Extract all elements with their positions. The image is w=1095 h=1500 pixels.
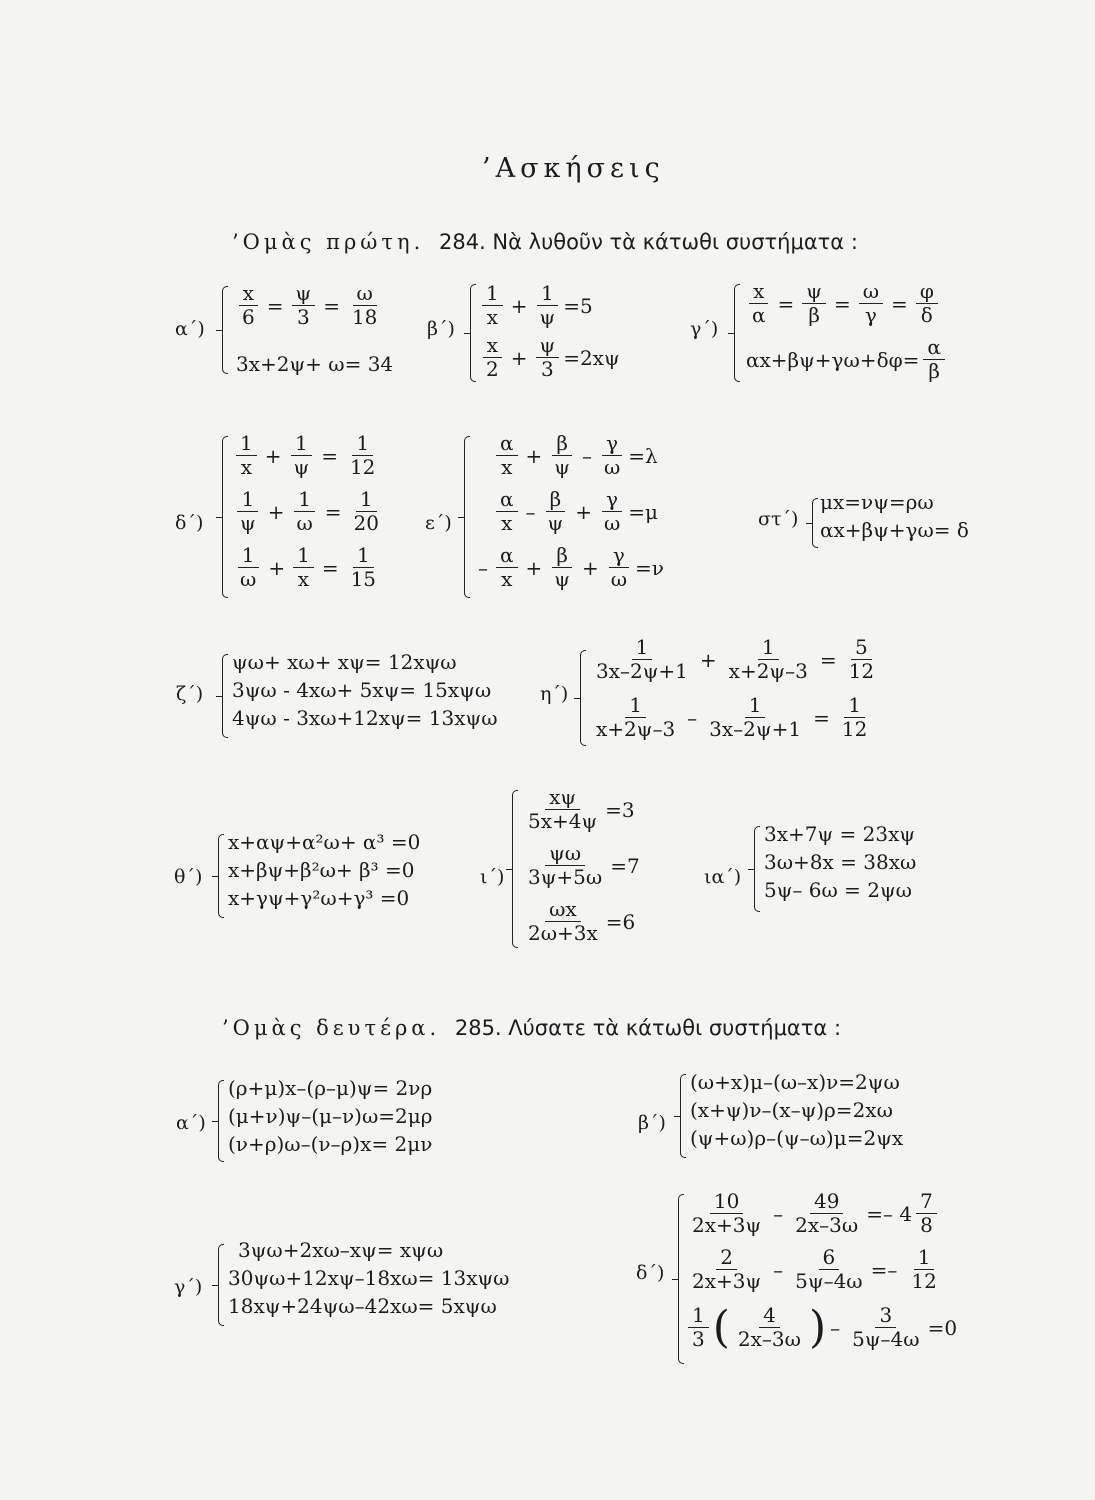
math-symbol: =: [777, 291, 795, 316]
numerator: 1: [291, 432, 312, 456]
math-symbol: +: [525, 555, 543, 580]
denominator: x+2ψ–3: [596, 717, 676, 741]
label-g2: γ΄): [174, 1276, 203, 1298]
denominator: 12: [841, 717, 868, 741]
math-symbol: –: [581, 443, 592, 468]
denominator: x+2ψ–3: [728, 659, 808, 683]
fraction: [748, 280, 770, 327]
denominator: ψ: [240, 511, 256, 535]
label-i: ι΄): [480, 866, 505, 888]
math-symbol: =: [891, 291, 908, 316]
numerator: 1: [632, 636, 653, 660]
group-1-heading: [232, 230, 858, 254]
math-symbol: =: [321, 443, 338, 468]
denominator: 3ψ+5ω: [528, 865, 603, 889]
brace: [222, 436, 228, 598]
label-b: β΄): [427, 318, 455, 340]
fraction: [859, 280, 883, 327]
equation-line-3: (ψ+ω)ρ–(ψ–ω)μ=2ψx: [690, 1126, 904, 1150]
numerator: 1: [353, 544, 374, 568]
math-symbol: =: [323, 293, 340, 318]
numerator: 1: [236, 432, 257, 456]
fraction: [482, 334, 503, 381]
equation-line-3: 4ψω - 3xω+12xψ= 13xψω: [232, 706, 498, 730]
denominator: ψ: [554, 455, 570, 479]
math-symbol: –: [830, 1315, 841, 1340]
brace: [218, 1080, 224, 1162]
equation-line-3: (ν+ρ)ω–(ν–ρ)x= 2μν: [228, 1132, 433, 1156]
denominator: 3: [296, 305, 310, 329]
math-symbol: αx+βψ+γω+δφ=: [746, 347, 920, 372]
numerator: 1: [625, 694, 646, 718]
fraction: [734, 1304, 805, 1351]
numerator: ω: [859, 280, 883, 304]
fraction: [238, 282, 259, 329]
math-symbol: +: [264, 443, 282, 468]
numerator: ψω: [545, 842, 585, 866]
numerator: 1: [356, 488, 377, 512]
fraction: [592, 694, 679, 741]
denominator: β: [928, 359, 940, 383]
math-symbol: =5: [563, 293, 593, 318]
label-e: ε΄): [425, 512, 452, 534]
numerator: γ: [609, 544, 629, 568]
fraction: [292, 488, 316, 535]
denominator: 2x+3ψ: [692, 1269, 762, 1293]
math-symbol: +: [575, 499, 592, 524]
numerator: φ: [916, 280, 938, 304]
equation-line-1: (ω+x)μ–(ω–x)ν=2ψω: [690, 1070, 900, 1094]
math-symbol: +: [268, 555, 286, 580]
numerator: α: [496, 544, 518, 568]
equation-line-2: [478, 334, 620, 381]
equation-line-1: 3ψω+2xω–xψ= xψω: [238, 1238, 444, 1262]
denominator: x: [501, 511, 513, 535]
denominator: 15: [350, 567, 377, 591]
denominator: β: [808, 303, 820, 327]
numerator: 1: [688, 1304, 709, 1328]
equation-line-1: [234, 282, 385, 329]
fraction: [592, 636, 692, 683]
numerator: ω: [353, 282, 377, 306]
fraction: [496, 544, 518, 591]
fraction: [347, 544, 380, 591]
brace: [812, 498, 818, 548]
numerator: ωx: [545, 898, 581, 922]
denominator: ψ: [547, 511, 564, 535]
math-symbol: =2xψ: [563, 345, 620, 370]
numerator: ψ: [292, 282, 316, 306]
group-1-label: ’Ομὰς πρώτη.: [232, 230, 425, 254]
denominator: 2: [486, 357, 499, 381]
fraction: [236, 488, 260, 535]
equation-line-1: [492, 432, 658, 479]
denominator: ω: [610, 567, 628, 591]
equation-line-1: [478, 282, 593, 329]
denominator: ω: [603, 455, 621, 479]
fraction: [524, 786, 601, 833]
label-a: α΄): [175, 318, 205, 340]
math-symbol: =0: [927, 1315, 958, 1340]
numerator: γ: [602, 432, 622, 456]
math-symbol: =: [813, 705, 830, 730]
denominator: γ: [864, 303, 877, 327]
numerator: β: [552, 432, 572, 456]
equation-line-2: [492, 488, 658, 535]
fraction: [348, 282, 381, 329]
equation-line-2: 3x+2ψ+ ω= 34: [236, 352, 394, 376]
math-symbol: =: [324, 499, 342, 524]
math-symbol: –: [525, 499, 536, 524]
equation-line-3: [684, 1301, 958, 1353]
fraction: [293, 544, 314, 591]
fraction: [916, 1190, 937, 1237]
equation-line-1: [232, 432, 383, 479]
equation-line-2: [684, 1246, 945, 1293]
label-z: ζ΄): [176, 683, 204, 705]
denominator: x: [486, 305, 498, 329]
brace: [580, 650, 586, 746]
denominator: x: [501, 455, 513, 479]
denominator: 5x+4ψ: [528, 809, 598, 833]
fraction: [802, 280, 826, 327]
fraction: [848, 1304, 923, 1351]
equation-line-3: 18xψ+24ψω–42xω= 5xψω: [228, 1294, 497, 1318]
math-symbol: +: [510, 345, 528, 370]
denominator: 12: [349, 455, 376, 479]
denominator: ψ: [293, 455, 310, 479]
numerator: xψ: [545, 786, 580, 810]
denominator: ψ: [539, 305, 556, 329]
denominator: 5ψ–4ω: [795, 1269, 863, 1293]
numerator: 49: [810, 1190, 843, 1214]
equation-line-1: ψω+ xω+ xψ= 12xψω: [232, 650, 457, 674]
equation-line-1: [588, 636, 882, 683]
numerator: 7: [916, 1190, 937, 1214]
equation-line-1: [520, 786, 635, 833]
brace: [222, 286, 228, 374]
math-symbol: =μ: [628, 499, 659, 524]
fraction: [496, 488, 518, 535]
math-symbol: –: [773, 1257, 784, 1282]
numerator: 3: [875, 1304, 896, 1328]
numerator: α: [496, 488, 518, 512]
fraction: [290, 432, 314, 479]
denominator: ψ: [554, 567, 570, 591]
equation-line-3: x+γψ+γ²ω+γ³ =0: [228, 886, 410, 910]
math-symbol: –: [478, 555, 488, 580]
group-1-text: 284. Νὰ λυθοῦν τὰ κάτωθι συστήματα :: [439, 230, 858, 254]
fraction: [350, 488, 383, 535]
label-g: γ΄): [690, 318, 719, 340]
label-ia: ια΄): [704, 866, 742, 888]
fraction: [346, 432, 379, 479]
numerator: β: [546, 488, 566, 512]
fraction: [550, 544, 574, 591]
equation-line-2: x+βψ+β²ω+ β³ =0: [228, 858, 415, 882]
denominator: 3x–2ψ+1: [709, 717, 802, 741]
fraction: [688, 1304, 709, 1351]
numerator: γ: [602, 488, 622, 512]
fraction: [607, 544, 631, 591]
equation-line-3: [232, 544, 384, 591]
label-d2: δ΄): [636, 1262, 665, 1284]
math-symbol: +: [510, 293, 528, 318]
numerator: 1: [238, 544, 259, 568]
numerator: 6: [819, 1246, 840, 1270]
math-symbol: ): [808, 1301, 827, 1353]
fraction: [292, 282, 316, 329]
fraction: [791, 1190, 862, 1237]
numerator: 1: [758, 636, 779, 660]
numerator: ψ: [536, 334, 560, 358]
denominator: α: [752, 303, 766, 327]
numerator: 5: [851, 636, 872, 660]
math-symbol: –: [773, 1201, 784, 1226]
equation-line-3: [474, 544, 664, 591]
equation-line-2: (μ+ν)ψ–(μ–ν)ω=2μρ: [228, 1104, 433, 1128]
denominator: 3x–2ψ+1: [596, 659, 688, 683]
fraction: [688, 1190, 765, 1237]
numerator: 4: [759, 1304, 780, 1328]
brace: [734, 284, 740, 382]
equation-line-3: [520, 898, 635, 945]
brace: [218, 834, 224, 918]
equation-line-1: [744, 280, 942, 327]
fraction: [791, 1246, 866, 1293]
label-b2: β΄): [638, 1112, 666, 1134]
fraction: [600, 488, 624, 535]
denominator: 2x+3ψ: [692, 1213, 762, 1237]
label-d: δ΄): [175, 512, 204, 534]
math-symbol: =: [833, 291, 851, 316]
fraction: [236, 432, 257, 479]
brace: [218, 1244, 224, 1326]
denominator: 3: [540, 357, 554, 381]
group-2-label: ’Ομὰς δευτέρα.: [222, 1016, 441, 1040]
math-symbol: =: [321, 555, 339, 580]
numerator: 1: [537, 282, 558, 306]
group-2-heading: [222, 1016, 841, 1040]
math-symbol: +: [267, 499, 285, 524]
numerator: 1: [294, 488, 315, 512]
fraction: [688, 1246, 765, 1293]
denominator: ω: [240, 567, 257, 591]
math-symbol: =–: [870, 1257, 898, 1282]
equation-line-3: 5ψ– 6ω = 2ψω: [764, 878, 912, 902]
denominator: 3: [692, 1327, 705, 1351]
equation-line-2: 3ψω - 4xω+ 5xψ= 15xψω: [232, 678, 492, 702]
math-symbol: =– 4: [866, 1201, 913, 1226]
denominator: x: [240, 455, 252, 479]
equation-line-1: (ρ+μ)x–(ρ–μ)ψ= 2νρ: [228, 1076, 433, 1100]
equation-line-2: [588, 694, 875, 741]
math-symbol: –: [687, 705, 698, 730]
denominator: 5ψ–4ω: [852, 1327, 920, 1351]
equation-line-1: 3x+7ψ = 23xψ: [764, 822, 916, 846]
numerator: 1: [914, 1246, 935, 1270]
numerator: α: [496, 432, 518, 456]
denominator: 2x–3ω: [795, 1213, 859, 1237]
denominator: x: [501, 567, 513, 591]
brace: [464, 436, 470, 598]
math-symbol: +: [581, 555, 599, 580]
equation-line-2: [232, 488, 387, 535]
equation-line-1: x+αψ+α²ω+ α³ =0: [228, 830, 421, 854]
math-symbol: =6: [605, 909, 636, 934]
fraction: [600, 432, 624, 479]
denominator: 18: [351, 305, 378, 329]
fraction: [705, 694, 805, 741]
denominator: ω: [296, 511, 313, 535]
numerator: 1: [293, 544, 314, 568]
denominator: 8: [920, 1213, 933, 1237]
fraction: [838, 694, 871, 741]
equation-line-2: 3ω+8x = 38xω: [764, 850, 917, 874]
math-symbol: (: [712, 1301, 730, 1353]
fraction: [536, 282, 560, 329]
numerator: 1: [482, 282, 503, 306]
denominator: 20: [353, 511, 379, 535]
numerator: x: [239, 282, 258, 306]
fraction: [496, 432, 518, 479]
denominator: 2x–3ω: [737, 1327, 801, 1351]
numerator: 1: [352, 432, 373, 456]
equation-line-1: [684, 1190, 941, 1237]
denominator: x: [297, 567, 310, 591]
label-h: η΄): [540, 683, 569, 705]
numerator: 1: [844, 694, 865, 718]
equation-line-2: αx+βψ+γω= δ: [820, 518, 969, 542]
math-symbol: =: [266, 293, 284, 318]
label-th: θ΄): [174, 866, 203, 888]
numerator: 1: [745, 694, 766, 718]
equation-line-2: [520, 842, 640, 889]
brace: [222, 654, 228, 738]
equation-line-2: 30ψω+12xψ–18xω= 13xψω: [228, 1266, 510, 1290]
numerator: α: [923, 336, 945, 360]
fraction: [482, 282, 503, 329]
denominator: 6: [242, 305, 255, 329]
denominator: ω: [603, 511, 621, 535]
numerator: 2: [716, 1246, 737, 1270]
equation-line-1: μx=νψ=ρω: [820, 490, 934, 514]
fraction: [907, 1246, 940, 1293]
equation-line-2: [746, 336, 949, 383]
page-title: ’Ασκήσεις: [482, 153, 665, 184]
math-symbol: +: [699, 647, 717, 672]
fraction: [923, 336, 945, 383]
denominator: 12: [911, 1269, 937, 1293]
numerator: β: [552, 544, 572, 568]
equation-line-2: (x+ψ)ν–(x–ψ)ρ=2xω: [690, 1098, 893, 1122]
brace: [512, 790, 518, 948]
fraction: [524, 898, 602, 945]
numerator: 1: [237, 488, 258, 512]
group-2-text: 285. Λύσατε τὰ κάτωθι συστήματα :: [454, 1016, 842, 1040]
numerator: x: [483, 334, 502, 358]
fraction: [236, 544, 260, 591]
brace: [470, 284, 476, 382]
brace: [680, 1074, 686, 1158]
denominator: δ: [920, 303, 933, 327]
numerator: 10: [710, 1190, 743, 1214]
fraction: [916, 280, 938, 327]
numerator: x: [749, 280, 768, 304]
fraction: [845, 636, 878, 683]
brace: [754, 826, 760, 912]
fraction: [544, 488, 568, 535]
label-st: στ΄): [758, 508, 799, 530]
denominator: 12: [848, 659, 875, 683]
label-a2: α΄): [176, 1112, 206, 1134]
math-symbol: +: [525, 443, 543, 468]
numerator: ψ: [802, 280, 826, 304]
fraction: [524, 842, 606, 889]
fraction: [536, 334, 560, 381]
math-symbol: =3: [605, 797, 635, 822]
fraction: [550, 432, 574, 479]
denominator: 2ω+3x: [528, 921, 598, 945]
math-symbol: =7: [610, 853, 640, 878]
math-symbol: =: [819, 647, 837, 672]
fraction: [725, 636, 812, 683]
math-symbol: =ν: [635, 555, 664, 580]
math-symbol: =λ: [628, 443, 658, 468]
